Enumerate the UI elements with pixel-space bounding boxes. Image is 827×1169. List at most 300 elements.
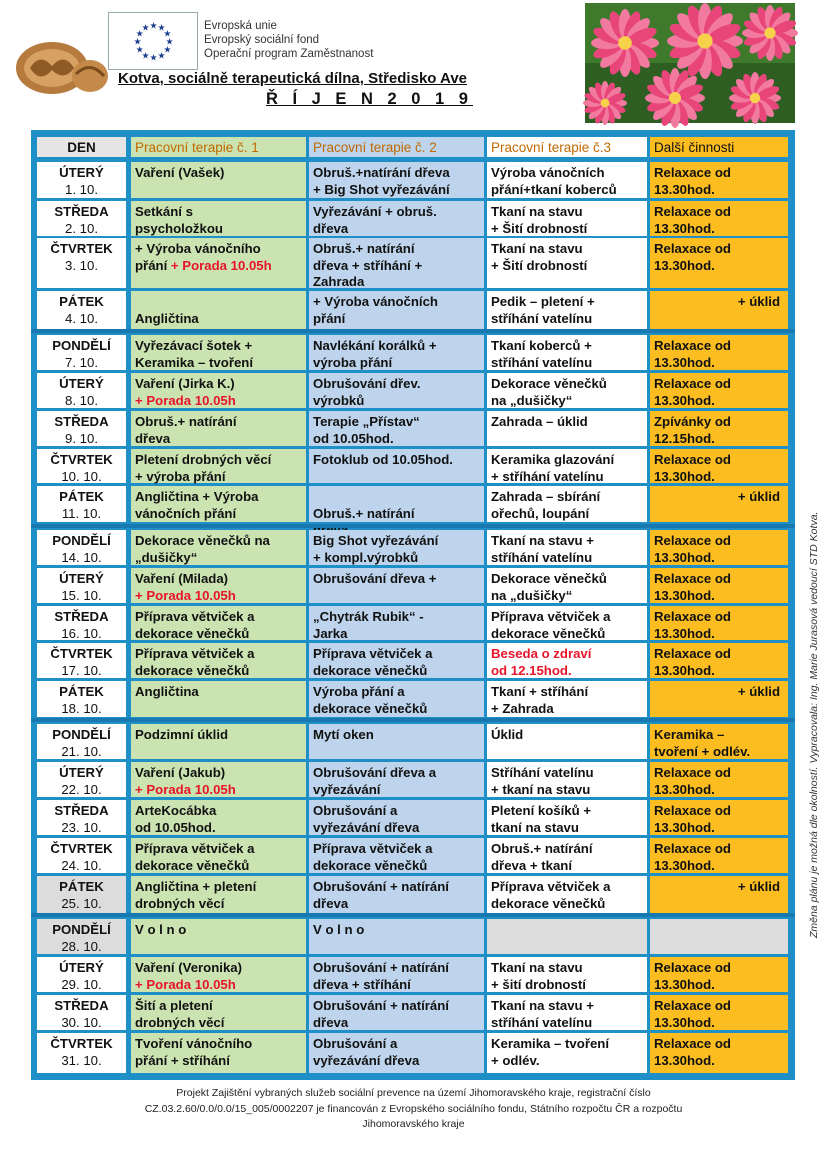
activity-line: dřeva <box>313 895 349 911</box>
activity-line: Obrušování dřeva + <box>313 571 437 586</box>
activity-cell-other <box>650 201 788 236</box>
activity-line: + Šití drobností <box>491 220 588 236</box>
day-cell <box>37 838 126 873</box>
activity-cell-t1 <box>131 995 306 1030</box>
activity-line: dekorace věnečků <box>135 662 250 678</box>
activity-line: Obruš.+natírání dřeva <box>313 165 450 180</box>
eu-logo <box>108 12 408 68</box>
activity-line: stříhání vatelínu <box>491 354 593 370</box>
day-name: STŘEDA <box>54 803 109 818</box>
svg-text:★: ★ <box>149 20 158 31</box>
activity-line: dekorace věnečků <box>491 625 606 641</box>
activity-cell-t1 <box>131 800 306 835</box>
activity-cell-t3 <box>487 606 647 640</box>
activity-cell-t1 <box>131 643 306 678</box>
activity-line: 13.30hod. <box>654 181 715 197</box>
activity-cell-t3 <box>487 201 647 236</box>
activity-cell-other <box>650 606 788 640</box>
activity-line: 13.30hod. <box>654 468 715 484</box>
day-name: STŘEDA <box>54 998 109 1013</box>
activity-cell-t2 <box>309 373 484 408</box>
activity-cell-t1 <box>131 606 306 640</box>
activity-cell-t1 <box>131 838 306 873</box>
day-name: STŘEDA <box>54 609 109 624</box>
activity-line: Obrušování a <box>313 1036 398 1051</box>
activity-line: Výroba přání a <box>313 684 405 699</box>
activity-line: 13.30hod. <box>654 392 715 408</box>
activity-line: psycholožkou <box>135 220 223 236</box>
day-name: PONDĚLÍ <box>52 533 111 548</box>
activity-line: + Zahrada <box>491 700 554 716</box>
day-cell <box>37 876 126 913</box>
day-name: ČTVRTEK <box>50 646 113 661</box>
activity-cell-t3 <box>487 681 647 717</box>
activity-line: Vyřezávání + obruš. <box>313 204 437 219</box>
activity-cell-t3 <box>487 1033 647 1073</box>
activity-line: dřeva <box>313 220 349 236</box>
activity-line: + odlév. <box>491 1052 540 1068</box>
activity-cell-t1 <box>131 449 306 483</box>
day-cell <box>37 486 126 522</box>
activity-cell-t1 <box>131 957 306 992</box>
day-name: ÚTERÝ <box>59 165 104 180</box>
activity-line: Tvoření vánočního <box>135 1036 253 1051</box>
activity-line: Mytí oken <box>313 727 374 742</box>
activity-line <box>313 489 484 506</box>
footer-line-1: Projekt Zajištění vybraných služeb sociální prevence na území Jihomoravského kraje, registrační číslo <box>176 1087 651 1099</box>
activity-line: + stříhání vatelínu <box>491 468 604 484</box>
meeting-note: + Porada 10.05h <box>135 392 236 408</box>
day-date: 4. 10. <box>65 310 98 326</box>
activity-line: Relaxace od <box>654 646 731 661</box>
day-name: ÚTERÝ <box>59 571 104 586</box>
activity-cell-t1 <box>131 762 306 797</box>
activity-line: Vaření (Vašek) <box>135 165 225 180</box>
activity-cell-other <box>650 876 788 913</box>
day-cell <box>37 1033 126 1073</box>
activity-line: 13.30hod. <box>654 220 715 236</box>
activity-line: 13.30hod. <box>654 781 715 797</box>
day-name: ČTVRTEK <box>50 1036 113 1051</box>
activity-cell-t2 <box>309 162 484 198</box>
activity-line: vánočních přání <box>135 505 237 521</box>
activity-line: Relaxace od <box>654 338 731 353</box>
activity-line: Příprava větviček a <box>313 841 433 856</box>
activity-line: + tkaní na stavu <box>491 781 591 797</box>
activity-cell-t2 <box>309 606 484 640</box>
activity-line: Zahrada – sbírání <box>491 489 601 504</box>
activity-line: Angličtina + Výroba <box>135 489 259 504</box>
activity-line: tvoření + odlév. <box>654 743 751 759</box>
activity-line: Pedik – pletení + <box>491 294 595 309</box>
activity-cell-t2 <box>309 995 484 1030</box>
activity-line: Vaření (Jirka K.) <box>135 376 235 391</box>
activity-cell-t3 <box>487 373 647 408</box>
activity-line <box>135 294 306 311</box>
activity-cell-t3 <box>487 449 647 483</box>
day-cell <box>37 762 126 797</box>
activity-line: dřeva + stříhání <box>313 976 411 992</box>
activity-line: 12.15hod. <box>654 430 715 446</box>
activity-cell-t3 <box>487 876 647 913</box>
month-title: Ř Í J E N 2 0 1 9 <box>266 90 473 108</box>
svg-text:★: ★ <box>135 28 144 39</box>
activity-cell-t2 <box>309 530 484 565</box>
activity-line: na „dušičky“ <box>491 587 573 603</box>
svg-text:★: ★ <box>157 22 166 33</box>
activity-line: Dekorace věnečků na <box>135 533 270 548</box>
activity-cell-t3 <box>487 995 647 1030</box>
day-name: ČTVRTEK <box>50 452 113 467</box>
day-cell <box>37 643 126 678</box>
activity-line: „Chytrák Rubik“ - <box>313 609 424 624</box>
activity-cell-t3 <box>487 335 647 370</box>
activity-cell-t1 <box>131 1033 306 1073</box>
day-name: PÁTEK <box>59 489 104 504</box>
activity-cell-t2 <box>309 919 484 954</box>
svg-text:★: ★ <box>133 36 142 47</box>
activity-line: Relaxace od <box>654 165 731 180</box>
activity-cell-t1 <box>131 876 306 913</box>
day-cell <box>37 162 126 198</box>
activity-cell-t3 <box>487 568 647 603</box>
activity-line: na „dušičky“ <box>491 392 573 408</box>
eu-line-3: Operační program Zaměstnanost <box>204 48 374 60</box>
activity-line: stříhání vatelínu <box>491 310 593 326</box>
activity-line: přání + Porada 10.05h <box>135 257 272 273</box>
activity-cell-t3 <box>487 800 647 835</box>
activity-cell-other <box>650 800 788 835</box>
day-date: 28. 10. <box>61 938 102 954</box>
week-separator <box>31 913 795 917</box>
activity-line: Příprava větviček a <box>135 646 255 661</box>
day-date: 8. 10. <box>65 392 98 408</box>
activity-line: Relaxace od <box>654 571 731 586</box>
page-title: Kotva, sociálně terapeutická dílna, Středisko Ave <box>118 70 468 87</box>
week-separator <box>31 329 795 333</box>
activity-line: Relaxace od <box>654 803 731 818</box>
activity-cell-t3 <box>487 530 647 565</box>
day-name: ČTVRTEK <box>50 241 113 256</box>
activity-cell-t3 <box>487 291 647 332</box>
activity-cell-t2 <box>309 724 484 759</box>
activity-line: Keramika – tvoření <box>491 1036 610 1051</box>
activity-line: + kompl.výrobků <box>313 549 419 565</box>
activity-line: + úklid <box>737 879 780 894</box>
day-cell <box>37 291 126 332</box>
activity-line: dekorace věnečků <box>313 857 428 873</box>
activity-line: Příprava větviček a <box>491 879 611 894</box>
activity-line: výroba přání <box>313 354 393 370</box>
activity-line: Pletení drobných věcí <box>135 452 272 467</box>
footer-text <box>40 1086 787 1133</box>
activity-cell-other <box>650 681 788 717</box>
activity-line: 13.30hod. <box>654 587 715 603</box>
activity-cell-t2 <box>309 335 484 370</box>
activity-line: 13.30hod. <box>654 1014 715 1030</box>
activity-cell-t3 <box>487 762 647 797</box>
activity-line: Dekorace věnečků <box>491 571 607 586</box>
activity-line: + Big Shot vyřezávání <box>313 181 450 197</box>
activity-cell-t3 <box>487 486 647 522</box>
activity-line: přání + stříhání <box>135 1052 230 1068</box>
day-cell <box>37 411 126 446</box>
day-date: 24. 10. <box>61 857 102 873</box>
activity-line: Relaxace od <box>654 452 731 467</box>
activity-line: Tkaní na stavu <box>491 960 583 975</box>
activity-cell-other <box>650 486 788 522</box>
activity-cell-t2 <box>309 838 484 873</box>
activity-cell-t2 <box>309 681 484 717</box>
activity-cell-t2 <box>309 957 484 992</box>
activity-cell-t2 <box>309 876 484 913</box>
activity-line: Keramika – tvoření <box>135 354 254 370</box>
day-date: 10. 10. <box>61 468 102 484</box>
activity-cell-other <box>650 643 788 678</box>
activity-line: Big Shot vyřezávání <box>313 533 439 548</box>
activity-line: Podzimní úklid <box>135 727 229 742</box>
activity-line: Obrušování + natírání <box>313 998 449 1013</box>
activity-line: dekorace věnečků <box>313 700 428 716</box>
activity-cell-t2 <box>309 762 484 797</box>
activity-cell-other <box>650 530 788 565</box>
activity-line: Relaxace od <box>654 998 731 1013</box>
svg-text:Změna plánu je možná dle okoln: Změna plánu je možná dle okolností. Vypracovala: Ing. Marie Jurasová vedoucí STD Kotva. <box>808 511 820 938</box>
activity-line: Keramika glazování <box>491 452 615 467</box>
side-note <box>803 300 823 940</box>
activity-line: V o l n o <box>313 922 365 937</box>
activity-line: od 10.05hod. <box>313 430 394 446</box>
activity-line: Fotoklub od 10.05hod. <box>313 452 453 467</box>
eu-flag-icon <box>108 12 198 70</box>
activity-line: výrobků <box>313 392 365 408</box>
activity-line: 13.30hod. <box>654 354 715 370</box>
footer-line-2: CZ.03.2.60/0.0/0.0/15_005/0002207 je financován z Evropského sociálního fondu, Státního rozpočtu ČR a rozpočtu <box>144 1102 683 1115</box>
day-date: 29. 10. <box>61 976 102 992</box>
walnut-image <box>10 30 110 100</box>
activity-line: Obruš.+ natírání <box>491 841 593 856</box>
activity-line: Příprava větviček a <box>135 609 255 624</box>
activity-cell-other <box>650 162 788 198</box>
activity-cell-t1 <box>131 681 306 717</box>
activity-cell-other <box>650 238 788 288</box>
activity-cell-other <box>650 995 788 1030</box>
day-cell <box>37 449 126 483</box>
activity-line: přání+tkaní koberců <box>491 181 617 197</box>
day-date: 18. 10. <box>61 700 102 716</box>
svg-text:★: ★ <box>141 50 150 61</box>
activity-cell-other <box>650 838 788 873</box>
activity-cell-t1 <box>131 411 306 446</box>
activity-line: V o l n o <box>135 922 187 937</box>
svg-text:★: ★ <box>163 28 172 39</box>
activity-cell-t3 <box>487 919 647 954</box>
activity-line: Výroba vánočních <box>491 165 605 180</box>
activity-line: Terapie „Přístav“ <box>313 414 420 429</box>
activity-line: drobných věcí <box>135 1014 225 1030</box>
activity-line: + Výroba vánočního <box>135 241 261 256</box>
activity-cell-other <box>650 957 788 992</box>
activity-cell-t2 <box>309 449 484 483</box>
activity-line: dekorace věnečků <box>135 625 250 641</box>
activity-line: Relaxace od <box>654 960 731 975</box>
meeting-note: + Porada 10.05h <box>170 257 272 273</box>
activity-line: + Šití drobností <box>491 257 588 273</box>
activity-line: Obrušování dřeva a <box>313 765 437 780</box>
event-note: od 12.15hod. <box>491 662 572 678</box>
activity-cell-t2 <box>309 568 484 603</box>
day-cell <box>37 800 126 835</box>
day-cell <box>37 681 126 717</box>
activity-line: drobných věcí <box>135 895 225 911</box>
day-cell <box>37 201 126 236</box>
activity-line: vyřezávání dřeva <box>313 1052 420 1068</box>
day-cell <box>37 530 126 565</box>
activity-line: Pletení košíků + <box>491 803 592 818</box>
day-name: PONDĚLÍ <box>52 338 111 353</box>
activity-cell-t1 <box>131 201 306 236</box>
day-date: 30. 10. <box>61 1014 102 1030</box>
activity-cell-t2 <box>309 1033 484 1073</box>
activity-line: Úklid <box>491 727 524 742</box>
activity-line: + úklid <box>737 294 780 309</box>
day-cell <box>37 957 126 992</box>
day-name: PÁTEK <box>59 879 104 894</box>
activity-line: Setkání s <box>135 204 193 219</box>
activity-line: Vaření (Veronika) <box>135 960 243 975</box>
activity-line: dekorace věnečků <box>135 857 250 873</box>
activity-cell-t1 <box>131 486 306 522</box>
column-header-4: Další činnosti <box>650 137 788 157</box>
activity-cell-t3 <box>487 411 647 446</box>
activity-line: Tkaní + stříhání <box>491 684 589 699</box>
activity-line: 13.30hod. <box>654 976 715 992</box>
activity-line: Jarka <box>313 625 348 641</box>
day-cell <box>37 238 126 288</box>
day-date: 23. 10. <box>61 819 102 835</box>
activity-line: dřeva <box>313 1014 349 1030</box>
day-name: PÁTEK <box>59 684 104 699</box>
day-date: 11. 10. <box>61 505 102 521</box>
activity-line: Příprava větviček a <box>491 609 611 624</box>
activity-cell-other <box>650 335 788 370</box>
activity-line: Relaxace od <box>654 841 731 856</box>
activity-line: 13.30hod. <box>654 625 715 641</box>
svg-text:★: ★ <box>135 44 144 55</box>
day-cell <box>37 919 126 954</box>
dahlia-flowers-image <box>585 3 795 123</box>
activity-line: Relaxace od <box>654 765 731 780</box>
activity-line: Obruš.+ natírání <box>313 505 415 521</box>
activity-cell-other <box>650 373 788 408</box>
activity-line: Tkaní koberců + <box>491 338 592 353</box>
activity-line: dekorace věnečků <box>313 662 428 678</box>
day-date: 31. 10. <box>61 1052 102 1068</box>
activity-line: vyřezávání <box>313 781 381 797</box>
activity-cell-other <box>650 449 788 483</box>
day-name: ÚTERÝ <box>59 960 104 975</box>
activity-line: Tkaní na stavu + <box>491 998 594 1013</box>
activity-line: přání <box>313 310 346 326</box>
activity-line: Obrušování + natírání <box>313 879 449 894</box>
activity-line: Obrušování dřev. <box>313 376 421 391</box>
activity-cell-t1 <box>131 162 306 198</box>
activity-cell-other <box>650 411 788 446</box>
day-date: 1. 10. <box>65 181 98 197</box>
activity-cell-t2 <box>309 643 484 678</box>
activity-line: stříhání vatelínu <box>491 549 593 565</box>
activity-cell-t1 <box>131 373 306 408</box>
activity-line: + šití drobností <box>491 976 586 992</box>
day-cell <box>37 606 126 640</box>
day-name: STŘEDA <box>54 414 109 429</box>
activity-line: Angličtina + pletení <box>135 879 257 894</box>
activity-cell-other <box>650 1033 788 1073</box>
activity-cell-t2 <box>309 800 484 835</box>
activity-line: Šití a pletení <box>135 998 213 1013</box>
activity-line: + Výroba vánočních <box>313 294 438 309</box>
activity-cell-t1 <box>131 919 306 954</box>
activity-line: Relaxace od <box>654 609 731 624</box>
day-date: 15. 10. <box>61 587 102 603</box>
activity-line: 13.30hod. <box>654 819 715 835</box>
day-cell <box>37 373 126 408</box>
activity-cell-t3 <box>487 957 647 992</box>
activity-line: Relaxace od <box>654 376 731 391</box>
activity-line: Obrušování + natírání <box>313 960 449 975</box>
activity-line: Obrušování a <box>313 803 398 818</box>
activity-line: + výroba přání <box>135 468 226 484</box>
week-separator <box>31 524 795 528</box>
activity-line: 13.30hod. <box>654 662 715 678</box>
activity-line: Zpívánky od <box>654 414 731 429</box>
activity-line: Dekorace věnečků <box>491 376 607 391</box>
eu-line-1: Evropská unie <box>204 20 277 32</box>
activity-cell-t2 <box>309 411 484 446</box>
activity-line: Relaxace od <box>654 533 731 548</box>
column-header-2: Pracovní terapie č. 2 <box>309 137 484 157</box>
column-header-0: DEN <box>37 137 126 157</box>
activity-line: dřeva + stříhání + <box>313 257 423 273</box>
activity-cell-t2 <box>309 291 484 332</box>
eu-line-2: Evropský sociální fond <box>204 34 320 46</box>
activity-cell-t1 <box>131 724 306 759</box>
activity-line: dekorace věnečků <box>491 895 606 911</box>
activity-line: Relaxace od <box>654 1036 731 1051</box>
activity-line: tkaní na stavu <box>491 819 579 835</box>
activity-line: 13.30hod. <box>654 549 715 565</box>
activity-line: Tkaní na stavu + <box>491 533 594 548</box>
day-date: 25. 10. <box>61 895 102 911</box>
day-date: 21. 10. <box>61 743 102 759</box>
activity-cell-other <box>650 568 788 603</box>
activity-cell-t2 <box>309 238 484 288</box>
column-header-3: Pracovní terapie č.3 <box>487 137 647 157</box>
svg-text:★: ★ <box>163 44 172 55</box>
activity-cell-t3 <box>487 643 647 678</box>
activity-cell-t1 <box>131 238 306 288</box>
activity-line: „dušičky“ <box>135 549 198 565</box>
activity-cell-t3 <box>487 724 647 759</box>
activity-line: Relaxace od <box>654 241 731 256</box>
activity-cell-t1 <box>131 568 306 603</box>
activity-cell-t3 <box>487 162 647 198</box>
day-date: 16. 10. <box>61 625 102 641</box>
activity-line: Angličtina <box>135 684 199 699</box>
activity-line: Vaření (Jakub) <box>135 765 226 780</box>
activity-line: dřeva + tkaní <box>491 857 572 873</box>
day-name: PÁTEK <box>59 294 104 309</box>
